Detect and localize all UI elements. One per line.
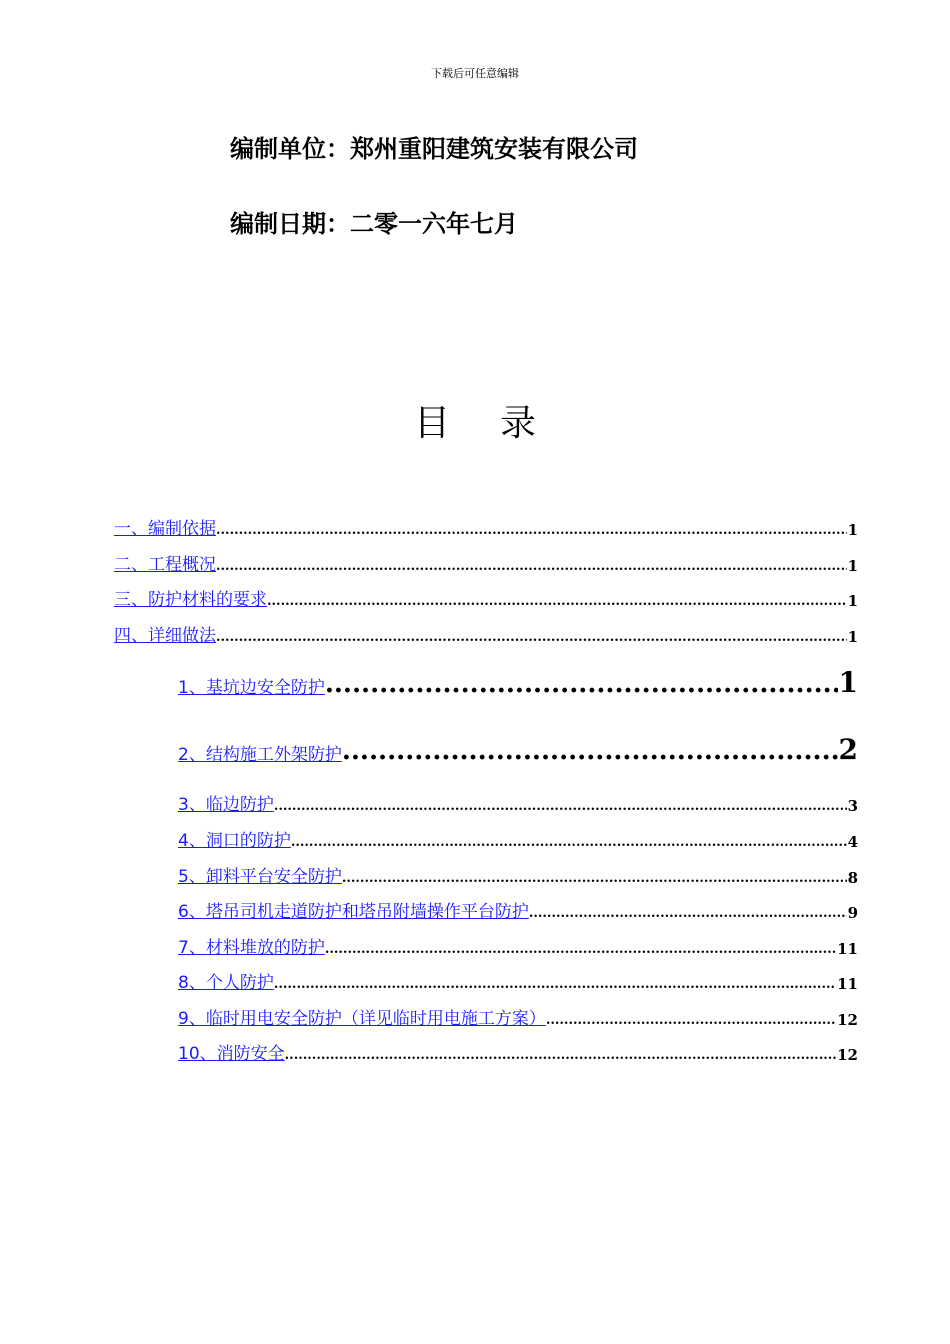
toc-link[interactable]: 1、基坑边安全防护 bbox=[178, 678, 325, 698]
toc-page-number: 1 bbox=[847, 592, 858, 610]
toc-page-number: 1 bbox=[847, 521, 858, 539]
toc-page-number: 11 bbox=[837, 940, 858, 958]
toc-leader bbox=[285, 1047, 836, 1065]
toc-leader bbox=[216, 522, 847, 540]
toc-leader bbox=[267, 593, 847, 611]
compiling-date: 编制日期：二零一六年七月 bbox=[230, 210, 518, 238]
toc-page-number: 2 bbox=[838, 733, 858, 766]
toc-link[interactable]: 6、塔吊司机走道防护和塔吊附墙操作平台防护 bbox=[178, 902, 529, 922]
toc-leader bbox=[274, 798, 847, 816]
toc-leader bbox=[325, 941, 836, 959]
toc-leader bbox=[216, 629, 847, 647]
toc-entry-14[interactable] bbox=[178, 1043, 858, 1065]
toc-page-number: 4 bbox=[847, 833, 858, 851]
toc-entry-7[interactable] bbox=[178, 794, 858, 816]
toc-page-number: 12 bbox=[837, 1046, 858, 1064]
toc-page-number: 1 bbox=[838, 666, 858, 699]
toc-link[interactable]: 2、结构施工外架防护 bbox=[178, 745, 342, 765]
toc-link[interactable]: 一、编制依据 bbox=[114, 519, 216, 539]
toc-link[interactable]: 二、工程概况 bbox=[114, 555, 216, 575]
toc-entry-10[interactable] bbox=[178, 901, 858, 923]
toc-leader bbox=[342, 736, 838, 766]
toc-title: 目录 bbox=[413, 403, 586, 444]
toc-link[interactable]: 5、卸料平台安全防护 bbox=[178, 867, 342, 887]
toc-link[interactable]: 三、防护材料的要求 bbox=[114, 590, 267, 610]
toc-entry-9[interactable] bbox=[178, 866, 858, 888]
page-header-note: 下载后可任意编辑 bbox=[431, 67, 519, 80]
toc-page-number: 8 bbox=[847, 869, 858, 887]
toc-link[interactable]: 10、消防安全 bbox=[178, 1044, 285, 1064]
compiling-unit: 编制单位：郑州重阳建筑安装有限公司 bbox=[230, 135, 638, 163]
toc-entry-1[interactable] bbox=[114, 518, 858, 540]
toc-page-number: 1 bbox=[847, 628, 858, 646]
toc-page-number: 12 bbox=[837, 1011, 858, 1029]
toc-link[interactable]: 7、材料堆放的防护 bbox=[178, 938, 325, 958]
toc-leader bbox=[546, 1012, 836, 1030]
toc-entry-11[interactable] bbox=[178, 937, 858, 959]
toc-page-number: 11 bbox=[837, 975, 858, 993]
toc-entry-2[interactable] bbox=[114, 554, 858, 576]
toc-leader bbox=[291, 834, 847, 852]
toc-leader bbox=[325, 669, 838, 699]
toc-leader bbox=[274, 976, 836, 994]
toc-link[interactable]: 4、洞口的防护 bbox=[178, 831, 291, 851]
toc-entry-4[interactable] bbox=[114, 625, 858, 647]
toc-page-number: 9 bbox=[847, 904, 858, 922]
toc-page-number: 3 bbox=[847, 797, 858, 815]
toc-page-number: 1 bbox=[847, 557, 858, 575]
toc-leader bbox=[342, 870, 847, 888]
toc-leader bbox=[529, 905, 847, 923]
toc-entry-12[interactable] bbox=[178, 972, 858, 994]
toc-entry-13[interactable] bbox=[178, 1008, 858, 1030]
toc-link[interactable]: 8、个人防护 bbox=[178, 973, 274, 993]
toc-link[interactable]: 9、临时用电安全防护（详见临时用电施工方案） bbox=[178, 1009, 546, 1029]
toc-entry-5[interactable] bbox=[178, 667, 858, 699]
toc-link[interactable]: 四、详细做法 bbox=[114, 626, 216, 646]
toc-entry-8[interactable] bbox=[178, 830, 858, 852]
toc-leader bbox=[216, 558, 847, 576]
toc-link[interactable]: 3、临边防护 bbox=[178, 795, 274, 815]
toc-entry-6[interactable] bbox=[178, 734, 858, 766]
toc-entry-3[interactable] bbox=[114, 589, 858, 611]
